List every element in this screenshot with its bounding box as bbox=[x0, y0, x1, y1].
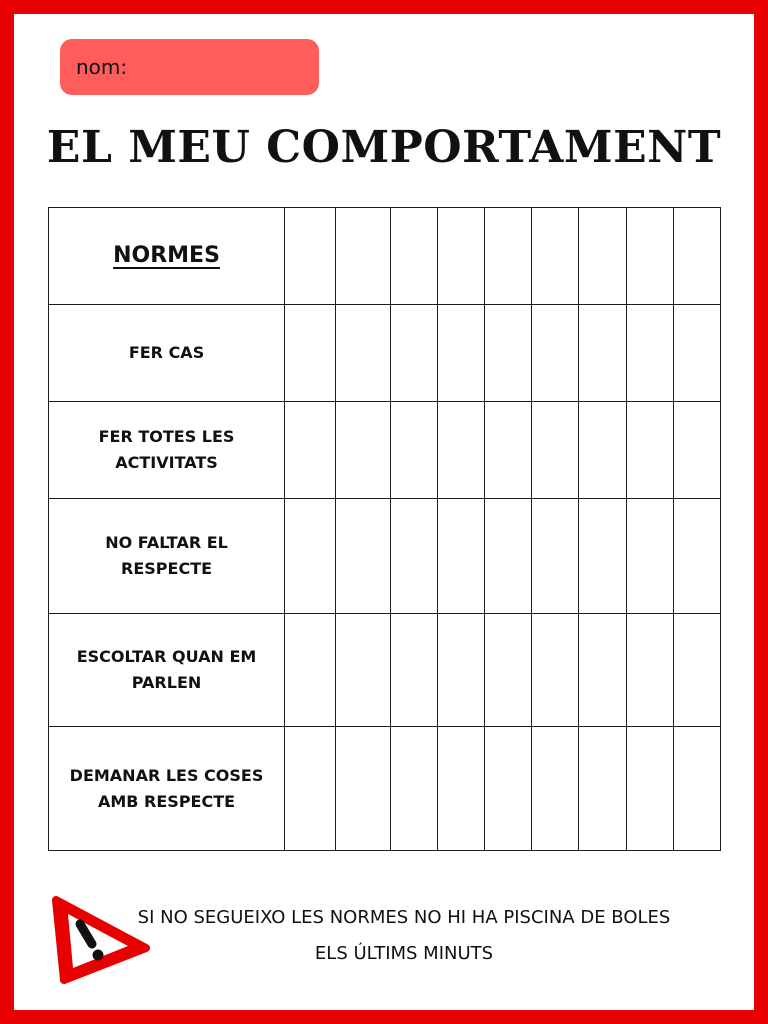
check-cell[interactable] bbox=[390, 499, 437, 614]
rule-label: DEMANAR LES COSES AMB RESPECTE bbox=[69, 765, 264, 811]
check-cell[interactable] bbox=[390, 727, 437, 851]
check-cell[interactable] bbox=[336, 499, 390, 614]
table-row bbox=[49, 402, 721, 499]
name-label: nom: bbox=[76, 55, 128, 79]
table-row bbox=[49, 614, 721, 727]
check-cell[interactable] bbox=[437, 614, 484, 727]
page-title: EL MEU COMPORTAMENT bbox=[46, 122, 722, 173]
check-cell[interactable] bbox=[579, 614, 626, 727]
check-cell[interactable] bbox=[579, 499, 626, 614]
check-cell[interactable] bbox=[626, 727, 673, 851]
check-cell[interactable] bbox=[626, 499, 673, 614]
check-cell[interactable] bbox=[626, 402, 673, 499]
check-cell[interactable] bbox=[336, 208, 390, 305]
check-cell[interactable] bbox=[390, 402, 437, 499]
check-cell[interactable] bbox=[532, 499, 579, 614]
check-cell[interactable] bbox=[532, 727, 579, 851]
check-cell[interactable] bbox=[390, 305, 437, 402]
table-row bbox=[49, 305, 721, 402]
check-cell[interactable] bbox=[484, 208, 531, 305]
check-cell[interactable] bbox=[579, 208, 626, 305]
check-cell[interactable] bbox=[673, 499, 720, 614]
check-cell[interactable] bbox=[673, 727, 720, 851]
check-cell[interactable] bbox=[673, 402, 720, 499]
check-cell[interactable] bbox=[285, 305, 336, 402]
table-row bbox=[49, 499, 721, 614]
check-cell[interactable] bbox=[437, 402, 484, 499]
check-cell[interactable] bbox=[336, 727, 390, 851]
rule-label: FER TOTES LES ACTIVITATS bbox=[98, 427, 235, 472]
check-cell[interactable] bbox=[285, 402, 336, 499]
check-cell[interactable] bbox=[285, 499, 336, 614]
check-cell[interactable] bbox=[390, 614, 437, 727]
check-cell[interactable] bbox=[437, 499, 484, 614]
normes-header: NORMES bbox=[113, 242, 220, 268]
check-cell[interactable] bbox=[579, 727, 626, 851]
table-row bbox=[49, 727, 721, 851]
header-cell bbox=[49, 208, 285, 305]
check-cell[interactable] bbox=[484, 402, 531, 499]
check-cell[interactable] bbox=[484, 727, 531, 851]
check-cell[interactable] bbox=[532, 614, 579, 727]
check-cell[interactable] bbox=[285, 614, 336, 727]
check-cell[interactable] bbox=[532, 305, 579, 402]
check-cell[interactable] bbox=[626, 208, 673, 305]
check-cell[interactable] bbox=[673, 614, 720, 727]
check-cell[interactable] bbox=[532, 402, 579, 499]
check-cell[interactable] bbox=[626, 614, 673, 727]
check-cell[interactable] bbox=[673, 208, 720, 305]
rule-cell bbox=[49, 305, 285, 402]
check-cell[interactable] bbox=[532, 208, 579, 305]
check-cell[interactable] bbox=[579, 402, 626, 499]
rule-label: FER CAS bbox=[128, 343, 205, 362]
check-cell[interactable] bbox=[484, 499, 531, 614]
check-cell[interactable] bbox=[673, 305, 720, 402]
rule-label: ESCOLTAR QUAN EM PARLEN bbox=[76, 647, 257, 692]
check-cell[interactable] bbox=[579, 305, 626, 402]
rules-warning-note: SI NO SEGUEIXO LES NORMES NO HI HA PISCINA DE BOLES ELS ÚLTIMS MINUTS bbox=[137, 907, 671, 964]
check-cell[interactable] bbox=[285, 727, 336, 851]
rule-cell bbox=[49, 614, 285, 727]
check-cell[interactable] bbox=[437, 305, 484, 402]
check-cell[interactable] bbox=[437, 727, 484, 851]
check-cell[interactable] bbox=[484, 614, 531, 727]
rule-cell bbox=[49, 499, 285, 614]
check-cell[interactable] bbox=[336, 614, 390, 727]
check-cell[interactable] bbox=[484, 305, 531, 402]
rule-label: NO FALTAR EL RESPECTE bbox=[105, 533, 228, 578]
rule-cell bbox=[49, 727, 285, 851]
check-cell[interactable] bbox=[390, 208, 437, 305]
check-cell[interactable] bbox=[437, 208, 484, 305]
header-row bbox=[49, 208, 721, 305]
check-cell[interactable] bbox=[626, 305, 673, 402]
name-field[interactable] bbox=[60, 39, 319, 95]
rule-cell bbox=[49, 402, 285, 499]
check-cell[interactable] bbox=[336, 305, 390, 402]
check-cell[interactable] bbox=[336, 402, 390, 499]
check-cell[interactable] bbox=[285, 208, 336, 305]
behaviour-chart bbox=[48, 207, 721, 851]
